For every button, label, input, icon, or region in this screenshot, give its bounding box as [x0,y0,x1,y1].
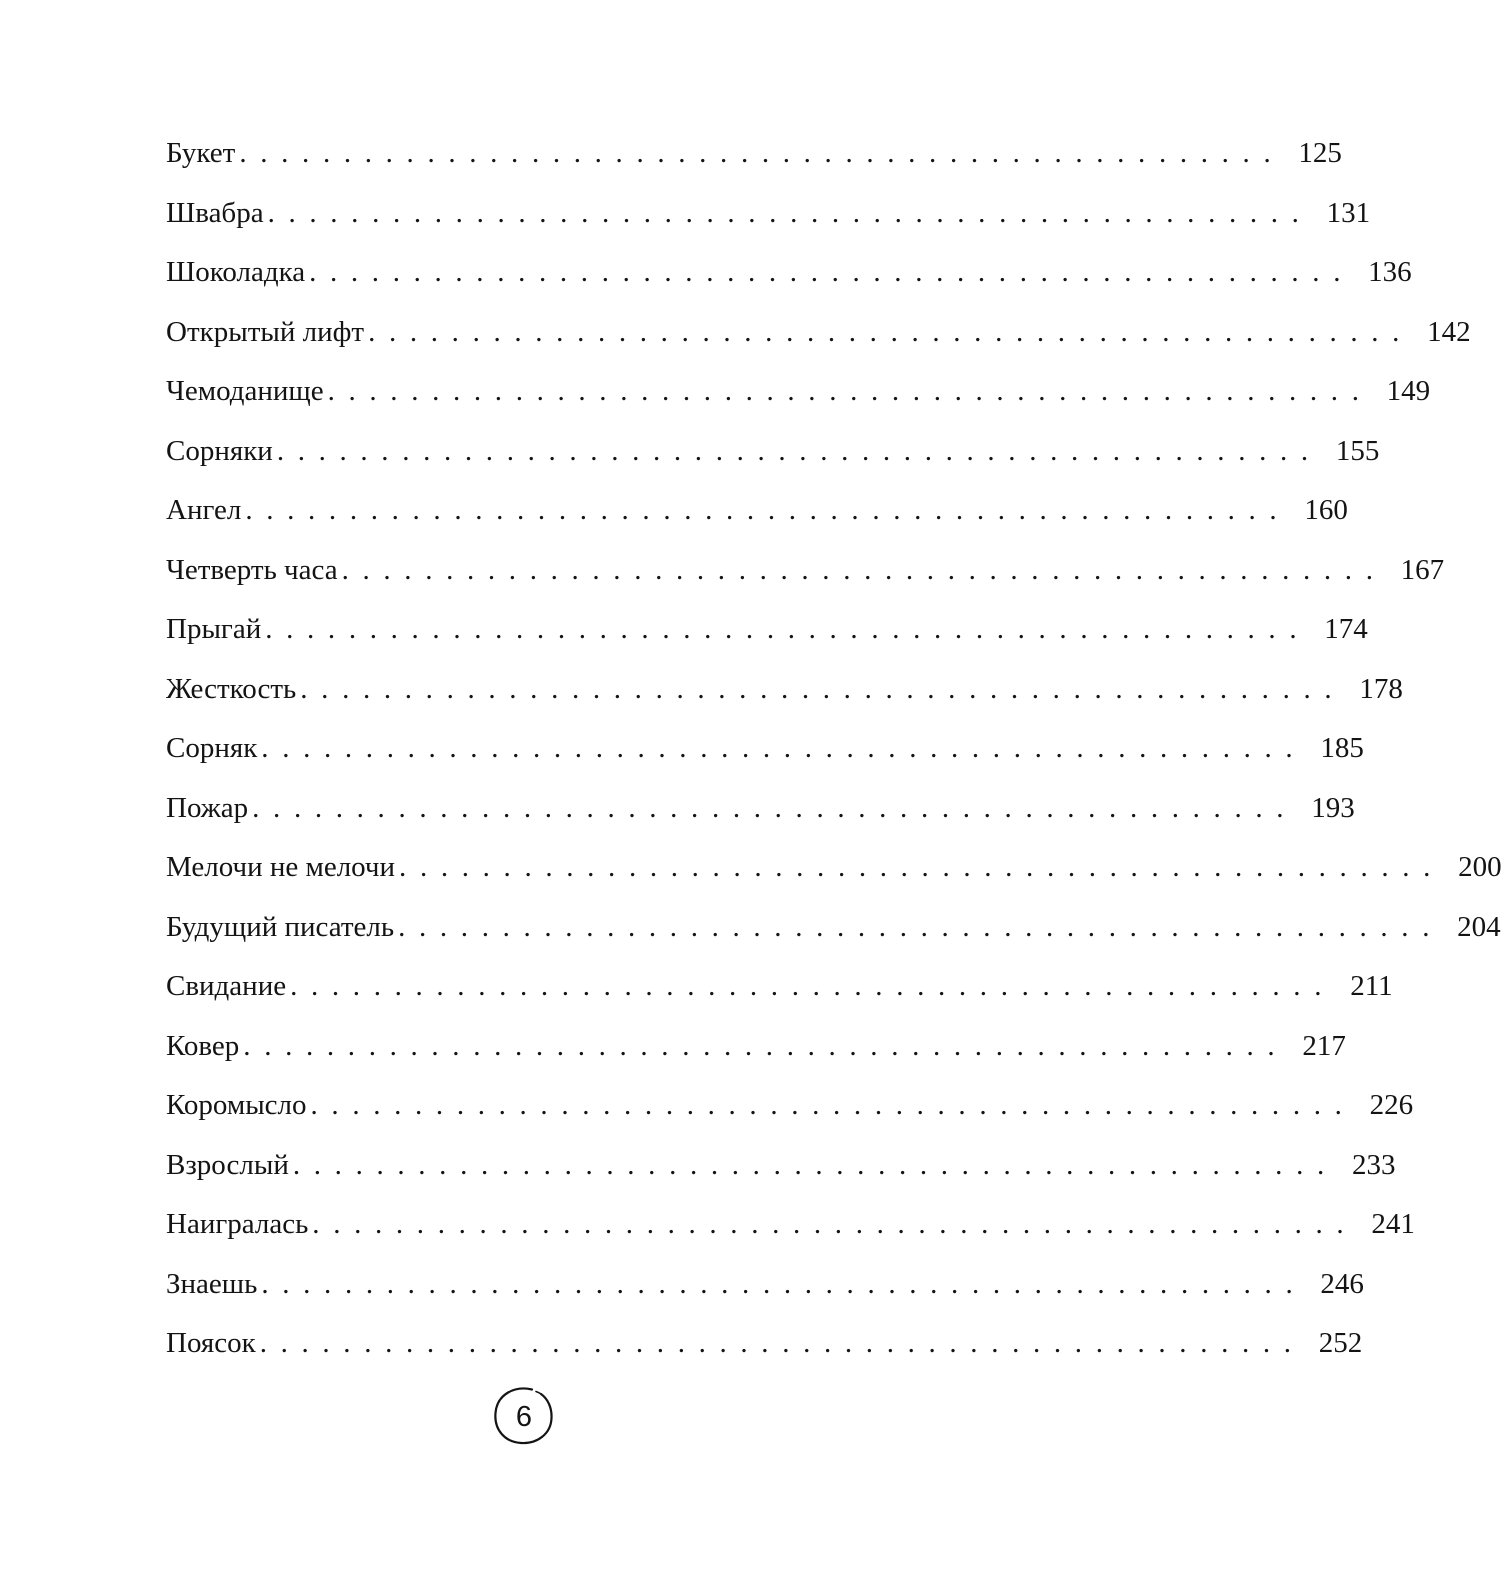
toc-entry-title: Швабра [166,196,264,229]
toc-entry [166,1136,1396,1196]
toc-entry-title: Прыгай [166,613,262,645]
toc-entry-page: 193 [1311,791,1355,824]
dot-leader: . . . . . . . . . . . . . . . . . . . . . . . . . . . . . . . . . . . . . . . . . . . . . . . . . . [368,315,1403,348]
dot-leader: . . . . . . . . . . . . . . . . . . . . . . . . . . . . . . . . . . . . . . . . . . . . . . . . . . [276,434,1312,467]
dot-leader: . . . . . . . . . . . . . . . . . . . . . . . . . . . . . . . . . . . . . . . . . . . . . . . . . . [245,494,1280,526]
toc-entry-title: Ангел [166,494,242,526]
toc-entry-page: 211 [1350,970,1393,1002]
toc-entry-page: 200 [1458,851,1502,883]
dot-leader: . . . . . . . . . . . . . . . . . . . . . . . . . . . . . . . . . . . . . . . . . . . . . . . . . . [309,256,1344,288]
dot-leader: . . . . . . . . . . . . . . . . . . . . . . . . . . . . . . . . . . . . . . . . . . . . . . . . . . [259,1327,1295,1359]
dot-leader: . . . . . . . . . . . . . . . . . . . . . . . . . . . . . . . . . . . . . . . . . . . . . . . . . . [292,1148,1328,1181]
toc-entry-title: Наигралась [166,1208,309,1240]
dot-leader: . . . . . . . . . . . . . . . . . . . . . . . . . . . . . . . . . . . . . . . . . . . . . . . . . . [399,851,1434,883]
toc-entry [166,838,1502,898]
toc-entry-page: 226 [1369,1089,1414,1121]
dot-leader: . . . . . . . . . . . . . . . . . . . . . . . . . . . . . . . . . . . . . . . . . . . . . . . . . . [252,791,1287,824]
toc-entry [166,660,1403,720]
toc-entry-title: Сорняки [166,434,273,467]
dot-leader: . . . . . . . . . . . . . . . . . . . . . . . . . . . . . . . . . . . . . . . . . . . . . . . . . . [267,196,1303,229]
toc-entry [166,124,1342,184]
toc-entry-page: 204 [1457,910,1501,943]
toc-entry [166,898,1501,958]
toc-entry [166,243,1412,303]
dot-leader: . . . . . . . . . . . . . . . . . . . . . . . . . . . . . . . . . . . . . . . . . . . . . . . . . . [327,375,1363,407]
toc-entry-title: Взрослый [166,1148,289,1181]
toc-entry [166,1255,1364,1315]
toc-entry [166,957,1393,1017]
toc-entry-page: 142 [1427,315,1471,348]
toc-entry [166,779,1355,839]
dot-leader: . . . . . . . . . . . . . . . . . . . . . . . . . . . . . . . . . . . . . . . . . . . . . . . . . . [239,137,1274,169]
toc-entry-page: 233 [1351,1148,1396,1181]
dot-leader: . . . . . . . . . . . . . . . . . . . . . . . . . . . . . . . . . . . . . . . . . . . . . . . . . . [261,732,1296,764]
toc-entry-title: Пожар [166,791,249,824]
toc-entry-page: 160 [1304,494,1348,526]
toc-entry [166,184,1371,244]
toc-entry-title: Чемоданище [166,375,324,407]
toc-entry-page: 246 [1320,1267,1364,1300]
toc-entry [166,1314,1363,1374]
toc-entry-title: Сорняк [166,732,258,764]
toc-entry-page: 185 [1320,732,1364,764]
toc-entry-page: 252 [1318,1327,1363,1359]
toc-entry-page: 149 [1386,375,1431,407]
toc-entry-page: 155 [1335,434,1380,467]
toc-entry-title: Будущий писатель [166,910,395,943]
toc-entry-page: 241 [1371,1208,1415,1240]
toc-entry-title: Букет [166,137,236,169]
toc-entry-title: Поясок [166,1327,256,1359]
toc-entry [166,600,1368,660]
toc-entry-title: Открытый лифт [166,315,365,348]
dot-leader: . . . . . . . . . . . . . . . . . . . . . . . . . . . . . . . . . . . . . . . . . . . . . . . . . . [261,1267,1296,1300]
page-number-badge [491,1384,557,1450]
dot-leader: . . . . . . . . . . . . . . . . . . . . . . . . . . . . . . . . . . . . . . . . . . . . . . . . . . [312,1208,1347,1240]
toc-entry [166,1017,1346,1077]
toc-entry-title: Шоколадка [166,256,306,288]
dot-leader: . . . . . . . . . . . . . . . . . . . . . . . . . . . . . . . . . . . . . . . . . . . . . . . . . . [290,970,1325,1002]
toc-entry [166,1076,1414,1136]
toc-entry [166,362,1431,422]
toc-entry-page: 174 [1324,613,1368,645]
toc-entry-page: 131 [1326,196,1371,229]
toc-entry [166,481,1348,541]
toc-entry-title: Ковер [166,1029,240,1062]
toc-entry-title: Знаешь [166,1267,258,1300]
toc-entry-title: Жесткость [166,672,297,705]
toc-entry [166,1195,1415,1255]
toc-entry [166,422,1380,482]
toc-entry-title: Четверть часа [166,553,338,586]
toc-entry [166,541,1445,601]
toc-entry-title: Коромысло [166,1089,307,1121]
table-of-contents [166,124,1502,1374]
toc-entry [166,719,1364,779]
toc-entry-page: 178 [1359,672,1403,705]
dot-leader: . . . . . . . . . . . . . . . . . . . . . . . . . . . . . . . . . . . . . . . . . . . . . . . . . . [341,553,1377,586]
toc-entry-page: 167 [1400,553,1445,586]
dot-leader: . . . . . . . . . . . . . . . . . . . . . . . . . . . . . . . . . . . . . . . . . . . . . . . . . . [265,613,1300,645]
page-number: 6 [515,1401,533,1433]
toc-entry-title: Мелочи не мелочи [166,851,396,883]
dot-leader: . . . . . . . . . . . . . . . . . . . . . . . . . . . . . . . . . . . . . . . . . . . . . . . . . . [243,1029,1278,1062]
toc-entry-title: Свидание [166,970,287,1002]
dot-leader: . . . . . . . . . . . . . . . . . . . . . . . . . . . . . . . . . . . . . . . . . . . . . . . . . . [398,910,1433,943]
toc-entry-page: 125 [1298,137,1342,169]
dot-leader: . . . . . . . . . . . . . . . . . . . . . . . . . . . . . . . . . . . . . . . . . . . . . . . . . . [300,672,1335,705]
toc-entry [166,303,1471,363]
toc-entry-page: 217 [1302,1029,1346,1062]
toc-entry-page: 136 [1368,256,1412,288]
dot-leader: . . . . . . . . . . . . . . . . . . . . . . . . . . . . . . . . . . . . . . . . . . . . . . . . . . [310,1089,1346,1121]
